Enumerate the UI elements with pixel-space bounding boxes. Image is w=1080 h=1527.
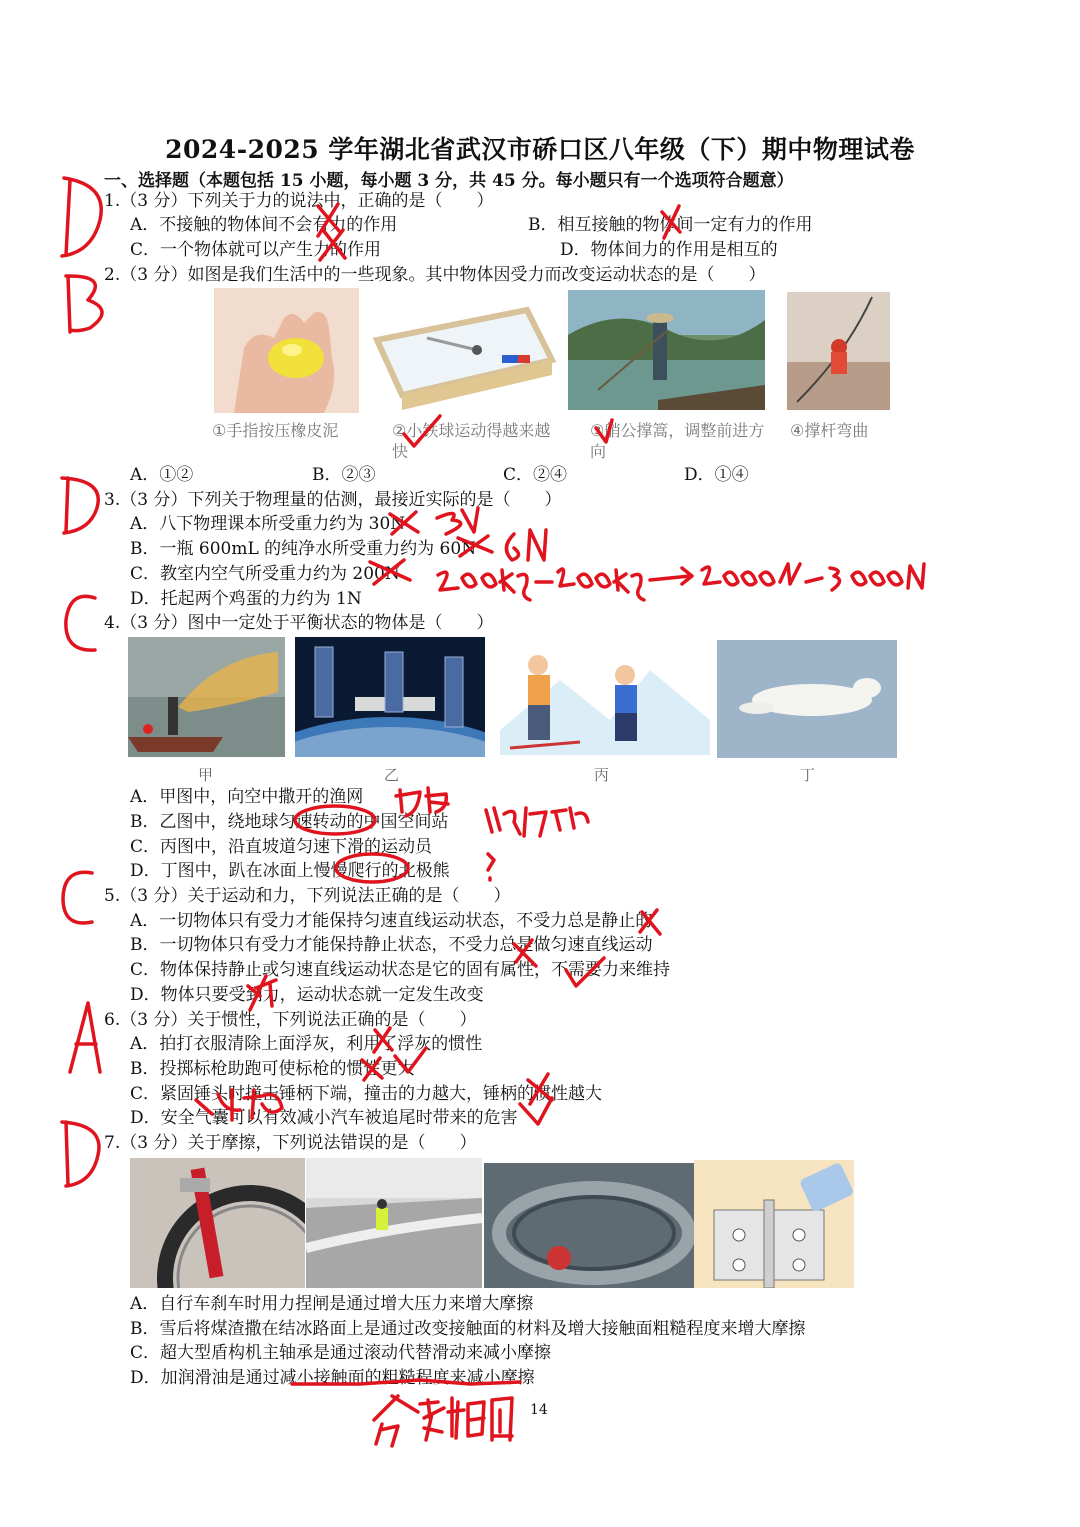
image-pole-vault	[787, 292, 890, 410]
image-space-station	[295, 637, 485, 757]
question-3-stem: 3.（3 分）下列关于物理量的估测，最接近实际的是（ ）	[104, 490, 562, 510]
answer-mark-q6-A	[70, 1003, 100, 1072]
page-number: 14	[530, 1402, 548, 1418]
question-4-option-b: B．乙图中，绕地球匀速转动的中国空间站	[130, 812, 449, 832]
question-7-option-d: D．加润滑油是通过减小接触面的粗糙程度来减小摩擦	[130, 1368, 535, 1388]
question-2-option-a: A．①②	[130, 465, 194, 485]
question-4-option-d: D．丁图中，趴在冰面上慢慢爬行的北极熊	[130, 861, 450, 881]
question-1-stem: 1.（3 分）下列关于力的说法中，正确的是（ ）	[104, 191, 494, 211]
question-5-stem: 5.（3 分）关于运动和力，下列说法正确的是（ ）	[104, 886, 511, 906]
question-5-option-b: B．一切物体只有受力才能保持静止状态，不受力总是做匀速直线运动	[130, 935, 653, 955]
image-skiers	[500, 650, 710, 755]
q4-caption-bing: 丙	[594, 766, 610, 784]
image-polar-bear-ice	[717, 640, 897, 758]
image-hand-pressing-clay	[214, 288, 359, 413]
q4-caption-yi: 乙	[384, 766, 400, 784]
q4-caption-jia: 甲	[198, 766, 214, 784]
page-title: 2024-2025 学年湖北省武汉市硚口区八年级（下）期中物理试卷	[165, 135, 915, 164]
image-shield-machine-bearing	[484, 1163, 694, 1288]
question-2-option-c: C．②④	[503, 465, 568, 485]
answer-mark-q3-D	[62, 478, 98, 533]
answer-mark-q4-C	[66, 596, 95, 650]
question-3-option-a: A．八下物理课本所受重力约为 30N	[130, 514, 406, 534]
question-5-option-d: D．物体只要受到力，运动状态就一定发生改变	[130, 985, 484, 1005]
question-7-stem: 7.（3 分）关于摩擦，下列说法错误的是（ ）	[104, 1133, 477, 1153]
question-6-option-b: B．投掷标枪助跑可使标枪的惯性更大	[130, 1059, 415, 1079]
question-2-option-b: B．②③	[312, 465, 376, 485]
question-2-option-d: D．①④	[684, 465, 749, 485]
image-fishing-net	[128, 637, 285, 757]
answer-mark-q1-D	[62, 178, 101, 256]
question-5-option-a: A．一切物体只有受力才能保持匀速直线运动状态，不受力总是静止的	[130, 911, 653, 931]
section-heading: 一、选择题（本题包括 15 小题，每小题 3 分，共 45 分。每小题只有一个选项符合题意）	[104, 171, 794, 191]
question-2-stem: 2.（3 分）如图是我们生活中的一些现象。其中物体因受力而改变运动状态的是（ ）	[104, 265, 766, 285]
answer-mark-q7-D	[62, 1122, 99, 1186]
question-6-option-d: D．安全气囊可以有效减小汽车被追尾时带来的危害	[130, 1108, 518, 1128]
question-1-option-b: B．相互接触的物体间一定有力的作用	[528, 215, 813, 235]
image-boatman-pole	[568, 290, 765, 410]
answer-mark-q5-C	[63, 872, 92, 923]
image-iron-ball-magnet	[367, 300, 557, 412]
question-5-option-c: C．物体保持静止或匀速直线运动状态是它的固有属性，不需要力来维持	[130, 960, 671, 980]
q2-caption-4: ④撑杆弯曲	[790, 421, 869, 440]
q2-caption-1: ①手指按压橡皮泥	[212, 421, 339, 440]
question-3-option-d: D．托起两个鸡蛋的力约为 1N	[130, 589, 362, 609]
image-bicycle-brake	[130, 1158, 305, 1288]
question-1-option-c: C．一个物体就可以产生力的作用	[130, 240, 382, 260]
question-4-option-a: A．甲图中，向空中撒开的渔网	[130, 787, 364, 807]
question-6-option-a: A．拍打衣服清除上面浮灰，利用了浮灰的惯性	[130, 1034, 483, 1054]
answer-mark-q2-B	[66, 276, 102, 332]
q2-caption-3: ③艄公撑篙，调整前进方向	[590, 421, 765, 461]
question-3-option-c: C．教室内空气所受重力约为 200N	[130, 564, 400, 584]
question-1-option-d: D．物体间力的作用是相互的	[560, 240, 778, 260]
question-6-stem: 6.（3 分）关于惯性，下列说法正确的是（ ）	[104, 1010, 477, 1030]
question-1-option-a: A．不接触的物体间不会有力的作用	[130, 215, 398, 235]
image-hinge-oil	[694, 1160, 854, 1288]
question-7-option-a: A．自行车刹车时用力捏闸是通过增大压力来增大摩擦	[130, 1294, 534, 1314]
question-6-option-c: C．紧固锤头时撞击锤柄下端，撞击的力越大，锤柄的惯性越大	[130, 1084, 603, 1104]
q2-caption-2: ②小铁球运动得越来越快	[392, 421, 551, 461]
image-snow-road	[306, 1158, 482, 1288]
question-3-option-b: B．一瓶 600mL 的纯净水所受重力约为 60N	[130, 539, 477, 559]
q4-caption-ding: 丁	[800, 766, 816, 784]
question-4-option-c: C．丙图中，沿直坡道匀速下滑的运动员	[130, 837, 433, 857]
question-4-stem: 4.（3 分）图中一定处于平衡状态的物体是（ ）	[104, 613, 494, 633]
question-7-option-c: C．超大型盾构机主轴承是通过滚动代替滑动来减小摩擦	[130, 1343, 552, 1363]
question-7-option-b: B．雪后将煤渣撒在结冰路面上是通过改变接触面的材料及增大接触面粗糙程度来增大摩擦	[130, 1319, 806, 1339]
